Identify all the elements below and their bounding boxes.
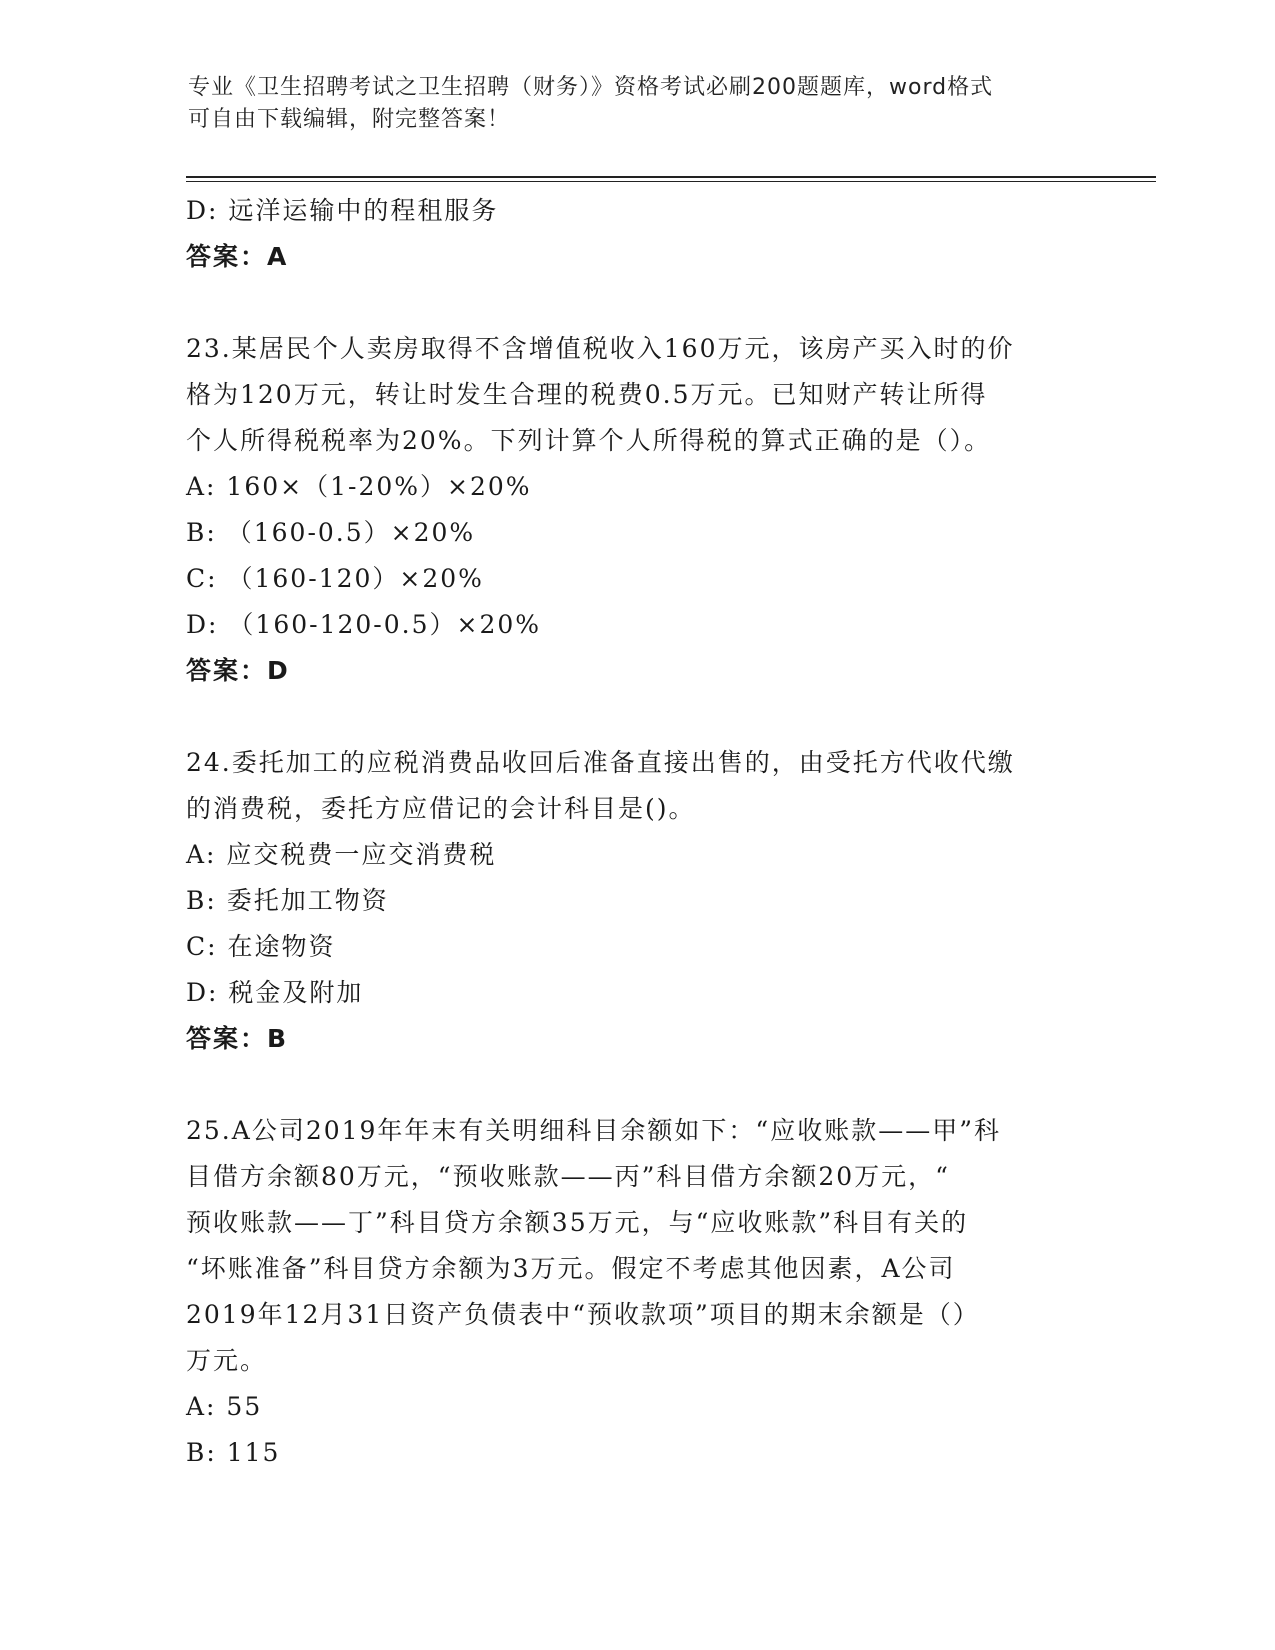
question-stem-line: 2019年12月31日资产负债表中“预收款项”项目的期末余额是（） xyxy=(186,1300,980,1329)
option-a: A: 应交税费一应交消费税 xyxy=(186,840,497,869)
question-stem-line: 24.委托加工的应税消费品收回后准备直接出售的，由受托方代收代缴 xyxy=(186,748,1015,777)
header-line-1: 专业《卫生招聘考试之卫生招聘（财务）》资格考试必刷200题题库，word格式 xyxy=(188,75,994,100)
prev-option-d: D: 远洋运输中的程租服务 xyxy=(186,196,499,225)
header-divider-thin xyxy=(186,181,1156,182)
option-a: A: 160×（1-20%）×20% xyxy=(186,472,532,501)
question-stem-line: 25.A公司2019年年末有关明细科目余额如下：“应收账款——甲”科 xyxy=(186,1116,1001,1145)
spacer xyxy=(186,280,1086,326)
option-c: C: 在途物资 xyxy=(186,932,336,961)
spacer xyxy=(186,694,1086,740)
prev-answer: 答案：A xyxy=(186,242,289,271)
answer: 答案：D xyxy=(186,656,290,685)
spacer xyxy=(186,1062,1086,1108)
document-header xyxy=(188,72,1068,136)
question-stem-line: “坏账准备”科目贷方余额为3万元。假定不考虑其他因素，A公司 xyxy=(186,1254,956,1283)
question-stem-line: 预收账款——丁”科目贷方余额35万元，与“应收账款”科目有关的 xyxy=(186,1208,969,1237)
option-b: B: 委托加工物资 xyxy=(186,886,389,915)
question-stem-line: 万元。 xyxy=(186,1346,268,1375)
document-body xyxy=(186,188,1086,1476)
header-line-2: 可自由下载编辑，附完整答案！ xyxy=(188,107,511,132)
question-24 xyxy=(186,740,1086,1062)
option-d: D: （160-120-0.5）×20% xyxy=(186,610,542,639)
option-b: B: （160-0.5）×20% xyxy=(186,518,476,547)
question-25 xyxy=(186,1108,1086,1476)
option-c: C: （160-120）×20% xyxy=(186,564,484,593)
question-stem-line: 个人所得税税率为20%。下列计算个人所得税的算式正确的是（）。 xyxy=(186,426,992,455)
question-stem-line: 的消费税，委托方应借记的会计科目是()。 xyxy=(186,794,696,823)
question-stem-line: 格为120万元，转让时发生合理的税费0.5万元。已知财产转让所得 xyxy=(186,380,988,409)
question-stem-line: 23.某居民个人卖房取得不含增值税收入160万元，该房产买入时的价 xyxy=(186,334,1015,363)
question-23 xyxy=(186,326,1086,694)
header-divider-thick xyxy=(186,176,1156,178)
option-a: A: 55 xyxy=(186,1392,263,1421)
option-b: B: 115 xyxy=(186,1438,281,1467)
question-stem-line: 目借方余额80万元，“预收账款——丙”科目借方余额20万元，“ xyxy=(186,1162,950,1191)
answer: 答案：B xyxy=(186,1024,289,1053)
option-d: D: 税金及附加 xyxy=(186,978,364,1007)
